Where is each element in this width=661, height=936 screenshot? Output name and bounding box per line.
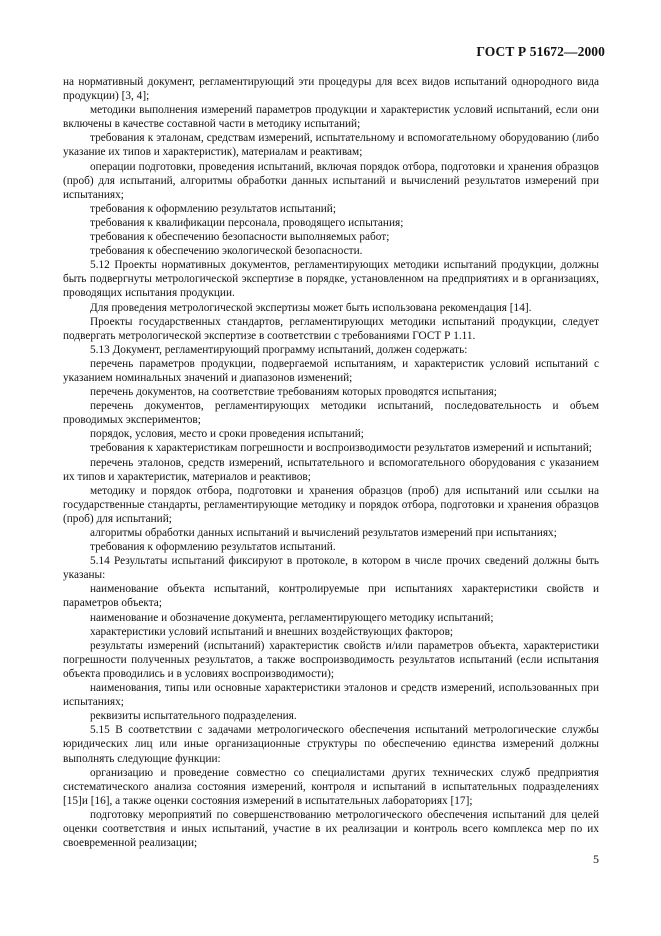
paragraph: наименование и обозначение документа, регламентирующего методику испытаний; [90,611,494,624]
page-number: 5 [593,852,599,866]
paragraph: порядок, условия, место и сроки проведения испытаний; [90,428,364,441]
paragraph: операции подготовки, проведения испытаний, включая порядок отбора, подготовки и хранения образцов (проб) для испытаний, алгоритмы обработки данных испытаний и вычислений результатов измерений при испытаниях; [63,160,599,201]
document-body [63,75,599,850]
paragraph: перечень документов, на соответствие требованиям которых проводятся испытания; [90,386,497,399]
paragraph: наименования, типы или основные характеристики эталонов и средств измерений, использованных при испытаниях; [63,682,599,709]
paragraph: на нормативный документ, регламентирующий эти процедуры для всех видов испытаний однородного вида продукции) [3, 4]; [63,76,599,103]
section-5-12: 5.12 Проекты нормативных документов, регламентирующих методики испытаний продукции, должны быть подвергнуты метрологической экспертизе в порядке, установленном на предприятиях и в организациях, проводящих испытания продукции. [63,259,599,300]
paragraph: методики выполнения измерений параметров продукции и характеристик условий испытаний, если они включены в качестве составной части в методику испытаний; [63,104,599,131]
paragraph: требования к квалификации персонала, проводящего испытания; [90,216,404,229]
paragraph: требования к характеристикам погрешности и воспроизводимости результатов измерений и испытаний; [90,442,592,455]
paragraph: подготовку мероприятий по совершенствованию метрологического обеспечения испытаний для целей оценки соответствия и иных испытаний, участие в их реализации и контроль всего комплекса мер по их своевременной реализации; [63,808,599,850]
paragraph: требования к обеспечению безопасности выполняемых работ; [90,231,390,244]
paragraph: реквизиты испытательного подразделения. [90,710,297,723]
paragraph: результаты измерений (испытаний) характеристик свойств и/или параметров объекта, характеристики погрешности полученных результатов, а также воспроизводимость результатов испытаний (если испытания объекта проводились и в условиях воспроизводимости); [63,639,599,680]
section-5-14: 5.14 Результаты испытаний фиксируют в протоколе, в котором в числе прочих сведений должны быть указаны: [63,555,599,582]
paragraph: требования к обеспечению экологической безопасности. [90,245,363,258]
paragraph: требования к оформлению результатов испытаний; [90,202,336,215]
paragraph: организацию и проведение совместно со специалистами других технических служб предприятия систематического анализа состояния измерений, контроля и испытаний в испытательных подразделениях [15]и [16], а также оценки состояния измерений в испытательных лабораториях [17]; [63,766,599,807]
paragraph: наименование объекта испытаний, контролируемые при испытаниях характеристики свойств и параметров объекта; [63,583,599,610]
document-code-header: ГОСТ Р 51672—2000 [476,44,605,59]
paragraph: Проекты государственных стандартов, регламентирующих методики испытаний продукции, следует подвергать метрологической экспертизе в соответствии с требованиями ГОСТ Р 1.11. [63,315,599,342]
paragraph: требования к эталонам, средствам измерений, испытательному и вспомогательному оборудованию (либо указание их типов и характеристик), материалам и реактивам; [63,132,599,159]
paragraph: методику и порядок отбора, подготовки и хранения образцов (проб) для испытаний или ссылки на государственные стандарты, регламентирующие методику и порядок отбора, подготовки и хранения образцов (проб) для испытаний; [63,484,599,525]
section-5-15: 5.15 В соответствии с задачами метрологического обеспечения испытаний метрологические службы юридических лиц или иные организационные структуры по обеспечению единства измерений должны выполнять следующие функции: [63,724,599,765]
paragraph: перечень документов, регламентирующих методики испытаний, последовательность и объем проводимых экспериментов; [63,400,599,427]
paragraph: алгоритмы обработки данных испытаний и вычислений результатов измерений при испытаниях; [90,527,557,539]
paragraph: требования к оформлению результатов испытаний. [90,541,336,554]
paragraph: перечень эталонов, средств измерений, испытательного и вспомогательного оборудования с указанием их типов и характеристик, материалов и реактивов; [63,456,599,483]
paragraph: Для проведения метрологической экспертизы может быть использована рекомендация [14]. [90,301,532,314]
section-5-13: 5.13 Документ, регламентирующий программу испытаний, должен содержать: [90,343,468,356]
paragraph: перечень параметров продукции, подвергаемой испытаниям, и характеристик условий испытаний с указанием номинальных значений и диапазонов изменений; [63,357,599,384]
paragraph: характеристики условий испытаний и внешних воздействующих факторов; [90,625,454,638]
